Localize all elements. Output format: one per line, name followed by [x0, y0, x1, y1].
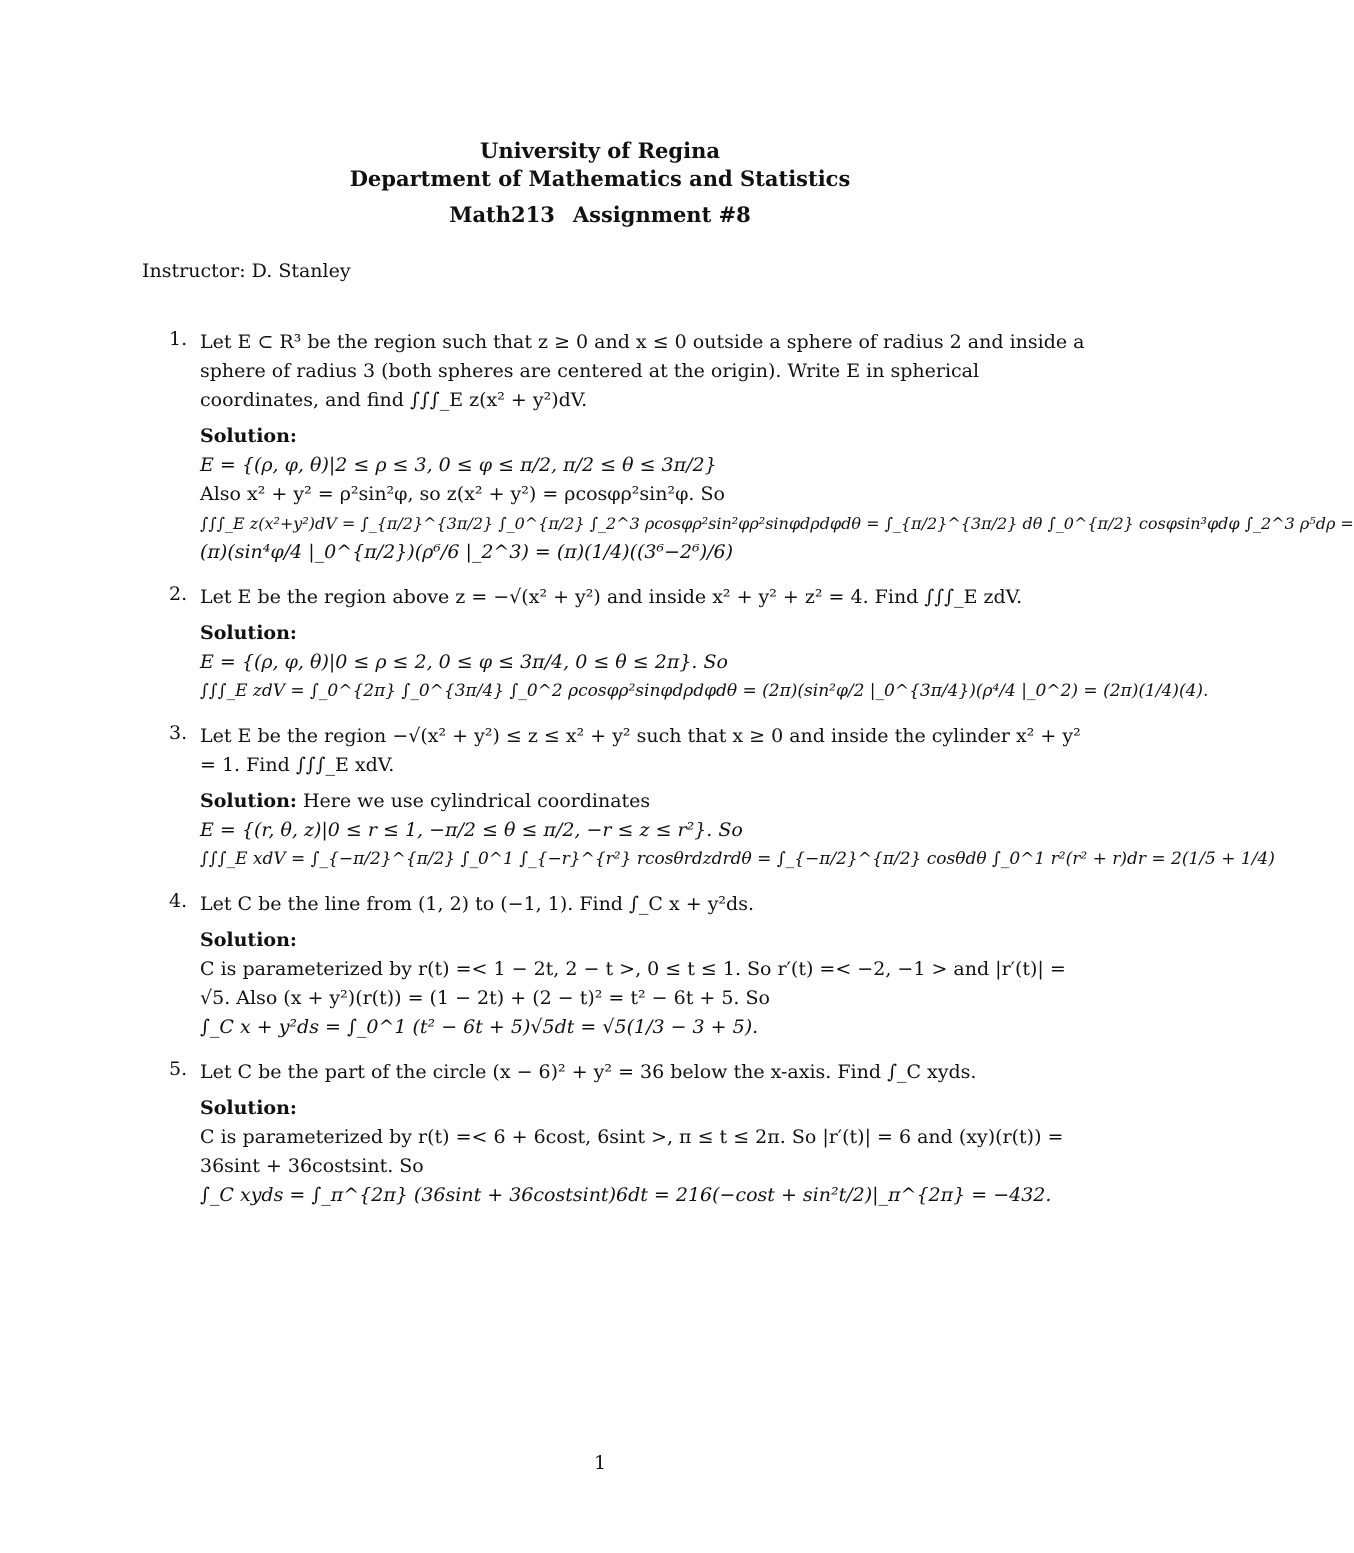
instructor-line: Instructor: D. Stanley — [142, 260, 351, 282]
problem-5 — [142, 1058, 1087, 1210]
solution-line: Also x² + y² = ρ²sin²φ, so z(x² + y²) = ρcosφρ²sin²φ. So — [200, 483, 725, 505]
problem-statement: Let E be the region −√(x² + y²) ≤ z ≤ x² + y² such that x ≥ 0 and inside the cylinder x² + y² = 1. Find ∫∫∫_E xdV. — [200, 725, 1081, 776]
problem-number: 4. — [169, 890, 188, 912]
solution-label: Solution: — [200, 929, 297, 951]
department-title: Department of Mathematics and Statistics — [349, 166, 851, 191]
solution-line: ∫_C x + y²ds = ∫_0^1 (t² − 6t + 5)√5dt = √5(1/3 − 3 + 5). — [200, 1016, 759, 1038]
problem-4 — [142, 890, 1087, 1042]
problem-2 — [142, 583, 1209, 706]
problem-statement: Let E ⊂ R³ be the region such that z ≥ 0 and x ≤ 0 outside a sphere of radius 2 and inside a sphere of radius 3 (both spheres are centered at the origin). Write E in spherical coordinates, and find ∫∫∫_E z(x² + y²)dV. — [200, 331, 1085, 411]
solution-label: Solution: — [200, 622, 297, 644]
solution-label: Solution: — [200, 425, 297, 447]
problem-number: 1. — [169, 328, 188, 350]
solution-line: E = {(ρ, φ, θ)|2 ≤ ρ ≤ 3, 0 ≤ φ ≤ π/2, π/2 ≤ θ ≤ 3π/2} — [200, 454, 717, 476]
university-title: University of Regina — [480, 138, 720, 163]
problem-list — [142, 328, 1354, 1226]
problem-number: 2. — [169, 583, 188, 605]
solution-line: ∫∫∫_E zdV = ∫_0^{2π} ∫_0^{3π/4} ∫_0^2 ρcosφρ²sinφdρdφdθ = (2π)(sin²φ/2 |_0^{3π/4})(ρ⁴/4 |_0^2) = (2π)(1/4)(4). — [200, 681, 1209, 701]
problem-statement: Let E be the region above z = −√(x² + y²) and inside x² + y² + z² = 4. Find ∫∫∫_E zdV. — [200, 586, 1023, 608]
problem-3 — [142, 722, 1275, 874]
solution-line: ∫∫∫_E xdV = ∫_{−π/2}^{π/2} ∫_0^1 ∫_{−r}^{r²} rcosθrdzdrdθ = ∫_{−π/2}^{π/2} cosθdθ ∫_0^1 r²(r² + r)dr = 2(1/5 + 1/4) — [200, 849, 1275, 869]
solution-line: C is parameterized by r(t) =< 6 + 6cost, 6sint >, π ≤ t ≤ 2π. So |r′(t)| = 6 and (xy)(r(t)) = 36sint + 36costsint. So — [200, 1126, 1064, 1177]
problem-1 — [142, 328, 1354, 567]
problem-statement: Let C be the line from (1, 2) to (−1, 1). Find ∫_C x + y²ds. — [200, 893, 755, 915]
solution-label: Solution: — [200, 1097, 297, 1119]
solution-intro: Here we use cylindrical coordinates — [302, 790, 651, 812]
solution-line: E = {(r, θ, z)|0 ≤ r ≤ 1, −π/2 ≤ θ ≤ π/2, −r ≤ z ≤ r²}. So — [200, 819, 743, 841]
solution-line: E = {(ρ, φ, θ)|0 ≤ ρ ≤ 2, 0 ≤ φ ≤ 3π/4, 0 ≤ θ ≤ 2π}. So — [200, 651, 728, 673]
problem-number: 5. — [169, 1058, 188, 1080]
solution-line: ∫∫∫_E z(x²+y²)dV = ∫_{π/2}^{3π/2} ∫_0^{π/2} ∫_2^3 ρcosφρ²sin²φρ²sinφdρdφdθ = ∫_{π/2}^{3π/2} dθ ∫_0^{π/2} cosφsin³φdφ ∫_2^3 ρ⁵dρ = — [200, 514, 1354, 533]
solution-line: ∫_C xyds = ∫_π^{2π} (36sint + 36costsint)6dt = 216(−cost + sin²t/2)|_π^{2π} = −432. — [200, 1184, 1052, 1206]
solution-heading — [200, 787, 1087, 816]
problem-statement: Let C be the part of the circle (x − 6)² + y² = 36 below the x-axis. Find ∫_C xyds. — [200, 1061, 977, 1083]
assignment-title — [0, 202, 1200, 227]
solution-line: C is parameterized by r(t) =< 1 − 2t, 2 − t >, 0 ≤ t ≤ 1. So r′(t) =< −2, −1 > and |r′(t)| = √5. Also (x + y²)(r(t)) = (1 − 2t) + (2 − t)² = t² − 6t + 5. So — [200, 958, 1066, 1009]
page-number: 1 — [593, 1452, 607, 1474]
solution-line: (π)(sin⁴φ/4 |_0^{π/2})(ρ⁶/6 |_2^3) = (π)(1/4)((3⁶−2⁶)/6) — [200, 541, 734, 563]
assignment-number: Assignment #8 — [572, 202, 751, 227]
solution-label: Solution: — [200, 790, 297, 812]
course-code: Math213 — [449, 202, 555, 227]
problem-number: 3. — [169, 722, 188, 744]
